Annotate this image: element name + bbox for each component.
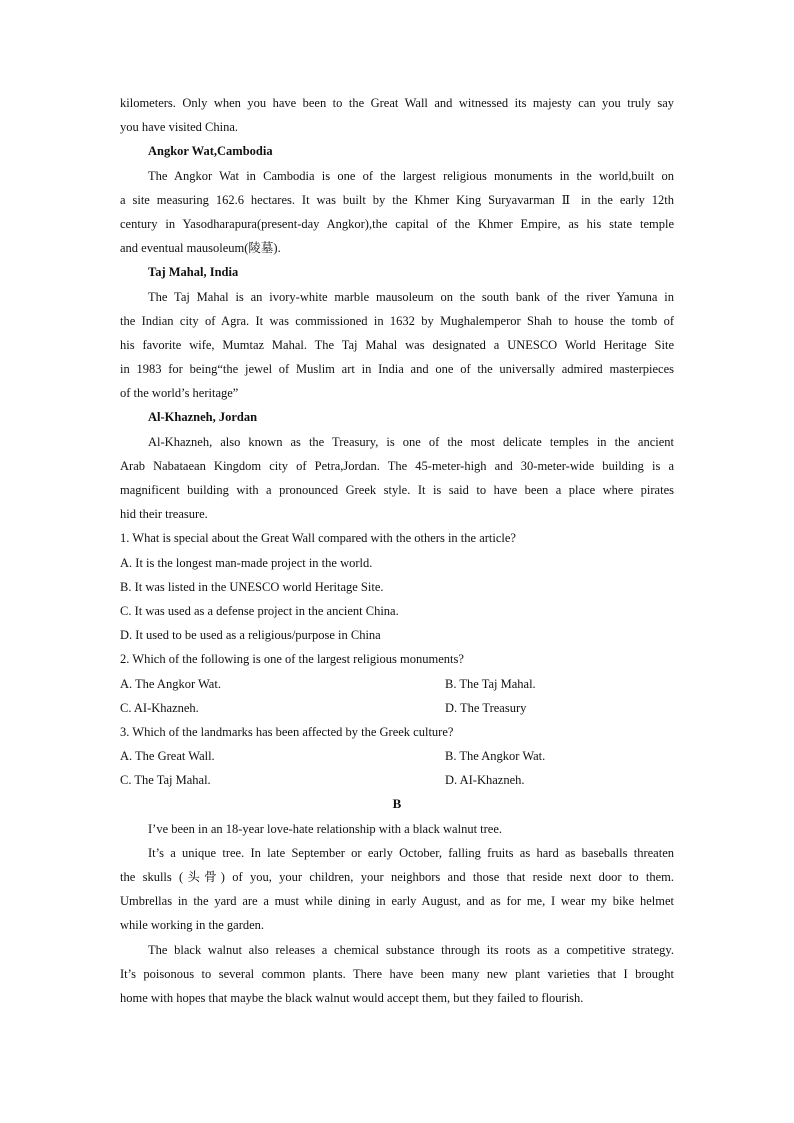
paragraph-line: Al-Khazneh, also known as the Treasury, is one of the most delicate temples in the ancient <box>148 434 674 449</box>
question-2-option-b: B. The Taj Mahal. <box>445 676 536 691</box>
question-2-options-row-1 <box>120 672 674 696</box>
paragraph-line: The Angkor Wat in Cambodia is one of the largest religious monuments in the world,built on <box>148 168 674 183</box>
paragraph-line: The Taj Mahal is an ivory-white marble mausoleum on the south bank of the river Yamuna in <box>148 289 674 304</box>
paragraph-line: hid their treasure. <box>120 507 208 522</box>
question-1-option-a: A. It is the longest man-made project in the world. <box>120 555 373 570</box>
section-b-title: B <box>392 796 402 812</box>
paragraph-line: The black walnut also releases a chemical substance through its roots as a competitive strategy. <box>148 942 674 957</box>
paragraph-line: It’s poisonous to several common plants. There have been many new plant varieties that I brought <box>120 966 674 981</box>
question-2-option-c: C. AI-Khazneh. <box>120 700 199 715</box>
question-2-option-a: A. The Angkor Wat. <box>120 676 221 691</box>
question-2-options-row-2 <box>120 696 674 720</box>
paragraph-line: magnificent building with a pronounced Greek style. It is said to have been a place where pirates <box>120 483 674 497</box>
question-3-options-row-1 <box>120 744 674 768</box>
paragraph-line: a site measuring 162.6 hectares. It was built by the Khmer King Suryavarman Ⅱ in the early 12th <box>120 192 674 207</box>
heading-taj-mahal: Taj Mahal, India <box>148 265 239 280</box>
paragraph-line: Arab Nabataean Kingdom city of Petra,Jordan. The 45-meter-high and 30-meter-wide building is a <box>120 458 674 473</box>
paragraph-line: and eventual mausoleum(陵墓). <box>120 241 281 256</box>
paragraph-line: century in Yasodharapura(present-day Angkor),the capital of the Khmer Empire, as his state temple <box>120 216 674 231</box>
paragraph-line: of the world’s heritage” <box>120 386 239 401</box>
paragraph-line: the Indian city of Agra. It was commissioned in 1632 by Mughalemperor Shah to house the tomb of <box>120 313 674 328</box>
question-2-option-d: D. The Treasury <box>445 700 527 715</box>
question-3-option-d: D. AI-Khazneh. <box>445 773 525 788</box>
question-1-option-c: C. It was used as a defense project in the ancient China. <box>120 603 399 618</box>
intro-line-1: kilometers. Only when you have been to the Great Wall and witnessed its majesty can you truly say <box>120 96 674 110</box>
paragraph-line: It’s a unique tree. In late September or early October, falling fruits as hard as baseballs threaten <box>148 845 674 860</box>
question-3-option-c: C. The Taj Mahal. <box>120 773 211 788</box>
question-1-stem: 1. What is special about the Great Wall compared with the others in the article? <box>120 531 516 546</box>
question-3-option-b: B. The Angkor Wat. <box>445 749 546 764</box>
paragraph-line: Umbrellas in the yard are a must while dining in early August, and as for me, I wear my bike helmet <box>120 894 674 909</box>
heading-al-khazneh: Al-Khazneh, Jordan <box>148 410 258 425</box>
paragraph-line: the skulls (头骨) of you, your children, your neighbors and those that reside next door to them. <box>120 870 674 884</box>
document-page <box>120 91 674 1010</box>
question-3-option-a: A. The Great Wall. <box>120 749 215 764</box>
paragraph-line: in 1983 for being“the jewel of Muslim art in India and one of the universally admired masterpieces <box>120 362 674 377</box>
section-b-paragraph-1: I’ve been in an 18-year love-hate relationship with a black walnut tree. <box>148 821 503 836</box>
heading-angkor-wat: Angkor Wat,Cambodia <box>148 144 273 159</box>
question-2-stem: 2. Which of the following is one of the largest religious monuments? <box>120 652 464 667</box>
question-1-option-b: B. It was listed in the UNESCO world Heritage Site. <box>120 579 384 594</box>
paragraph-line: while working in the garden. <box>120 918 265 933</box>
paragraph-line: his favorite wife, Mumtaz Mahal. The Taj Mahal was designated a UNESCO World Heritage Site <box>120 337 674 352</box>
intro-line-2: you have visited China. <box>120 120 239 135</box>
question-1-option-d: D. It used to be used as a religious/purpose in China <box>120 628 381 643</box>
question-3-stem: 3. Which of the landmarks has been affected by the Greek culture? <box>120 724 454 739</box>
paragraph-line: home with hopes that maybe the black walnut would accept them, but they failed to flourish. <box>120 990 584 1005</box>
question-3-options-row-2 <box>120 768 674 792</box>
